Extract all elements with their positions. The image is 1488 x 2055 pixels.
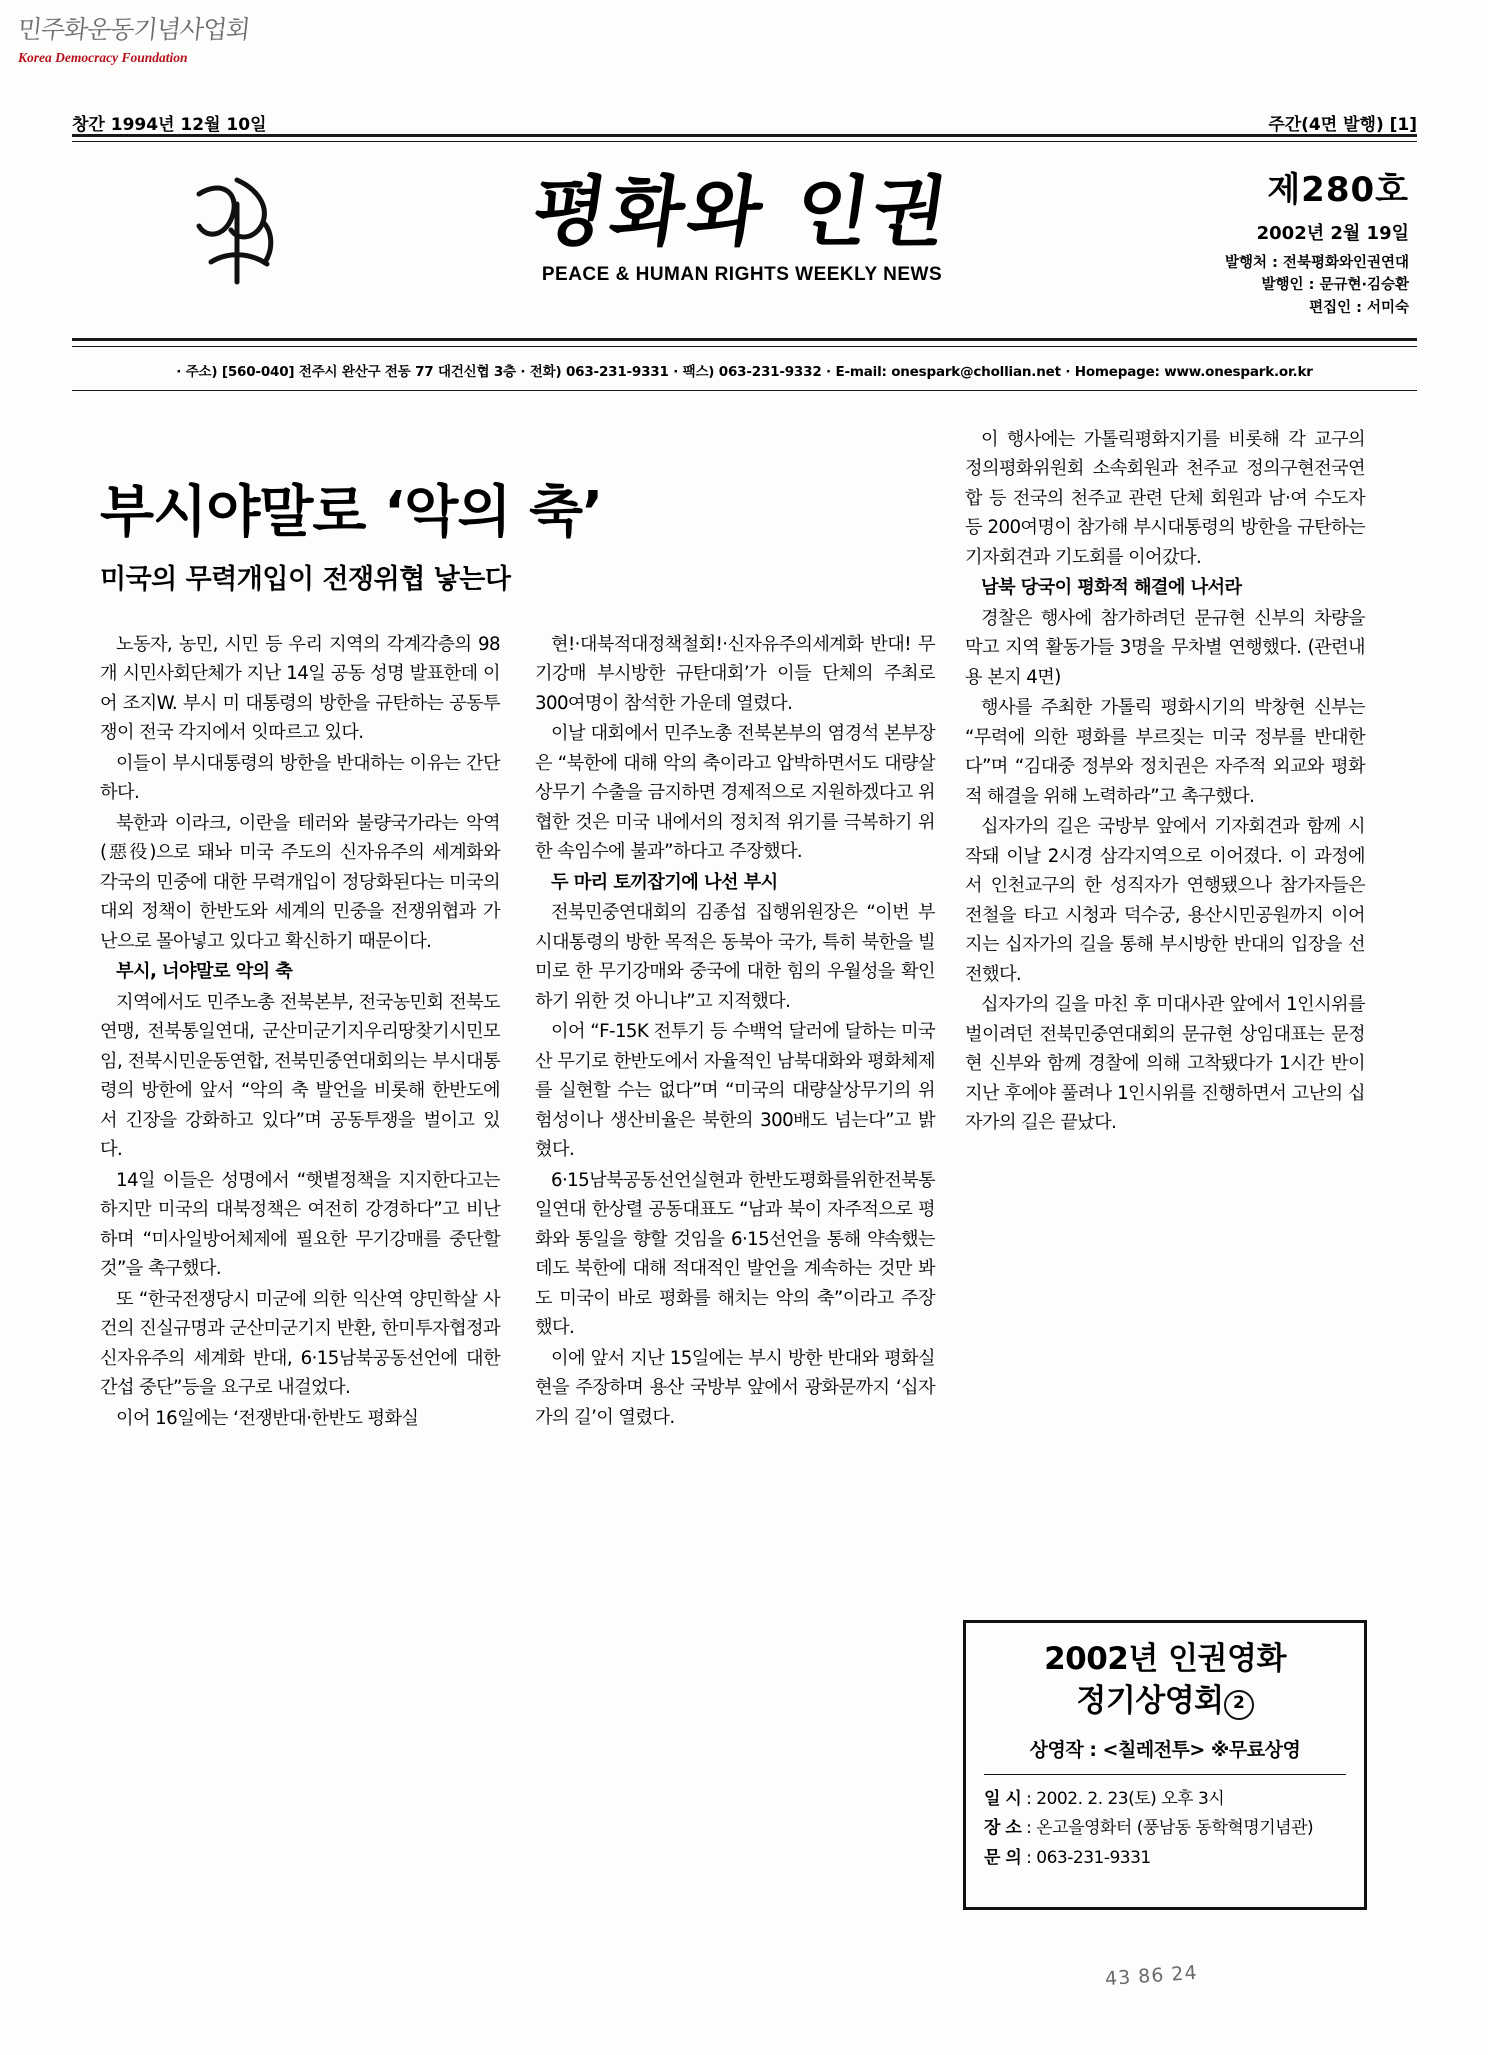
rule-contact-bottom (72, 390, 1417, 391)
notice-row-value: : 온고을영화터 (풍남동 동학혁명기념관) (1021, 1818, 1314, 1839)
article-paragraph: 현!·대북적대정책철회!·신자유주의세계화 반대! 무기강매 부시방한 규탄대회’가 이들 단체의 주최로 300여명이 참석한 가운데 열렸다. (535, 634, 935, 714)
article-paragraph: 경찰은 행사에 참가하려던 문규현 신부의 차량을 막고 지역 활동가들 3명을 무차별 연행했다. (관련내용 본지 4면) (965, 607, 1365, 688)
rule-mid-thin (72, 346, 1417, 347)
publisher-person: 발행인 : 문규현·김승환 (1261, 277, 1409, 294)
notice-subtitle: 상영작 : <칠레전투> ※무료상영 (1029, 1738, 1301, 1761)
section-heading: 남북 당국이 평화적 해결에 나서라 (981, 577, 1242, 599)
article-paragraph: 전북민중연대회의 김종섭 집행위원장은 “이번 부시대통령의 방한 목적은 동북아 국가, 특히 북한을 빌미로 한 무기강매와 중국에 대한 힘의 우월성을 확인하기 위한 것 아니냐”고 지적했다. (535, 902, 935, 1012)
article-paragraph: 북한과 이라크, 이란을 테러와 불량국가라는 악역(惡役)으로 돼놔 미국 주도의 신자유주의 세계화와 각국의 민중에 대한 무력개입이 정당화된다는 미국의 대외 정책이 한반도와 세계의 민중을 전쟁위협과 가난으로 몰아넣고 있다고 확신하기 때문이다. (100, 812, 500, 952)
page-title: 부시야말로 ‘악의 축’ (100, 479, 603, 545)
rule-top-thin (72, 141, 1417, 142)
article-paragraph: 이날 대회에서 민주노총 전북본부의 염경석 본부장은 “북한에 대해 악의 축이라고 압박하면서도 대량살상무기 수출을 금지하면 경제적으로 지원하겠다고 위협한 것은 미국 내에서의 정치적 위기를 극복하기 위한 속임수에 불과”하다고 주장했다. (535, 723, 935, 863)
section-heading: 두 마리 토끼잡기에 나선 부시 (551, 871, 778, 893)
notice-row (984, 1844, 1346, 1874)
article-paragraph: 노동자, 농민, 시민 등 우리 지역의 각계각층의 98개 시민사회단체가 지난 14일 공동 성명 발표한데 이어 조지W. 부시 미 대통령의 방한을 규탄하는 공동투쟁이 전국 각지에서 잇따르고 있다. (100, 634, 500, 744)
masthead-meta (1225, 162, 1409, 319)
masthead (72, 150, 1417, 335)
rule-top-thick (72, 134, 1417, 137)
notice-row (984, 1785, 1346, 1815)
notice-row-value: : 2002. 2. 23(토) 오후 3시 (1021, 1788, 1225, 1809)
notice-title-line1: 2002년 인권영화 (1044, 1641, 1286, 1677)
article-paragraph: 이어 16일에는 ‘전쟁반대·한반도 평화실 (116, 1407, 419, 1429)
article-paragraph: 십자가의 길은 국방부 앞에서 기자회견과 함께 시작돼 이날 2시경 삼각지역으로 이어졌다. 이 과정에서 인천교구의 한 성직자가 연행됐으나 참가자들은 전철을 타고 시청과 덕수궁, 용산시민공원까지 이어지는 십자가의 길을 통해 부시방한 반대의 입장을 선전했다. (965, 816, 1365, 985)
article-column-2 (535, 630, 935, 1433)
notice-title (984, 1639, 1346, 1723)
founded-date: 창간 1994년 12월 10일 (72, 115, 267, 135)
article-paragraph: 이들이 부시대통령의 방한을 반대하는 이유는 간단하다. (100, 752, 500, 804)
article-paragraph: 십자가의 길을 마친 후 미대사관 앞에서 1인시위를 벌이려던 전북민중연대회의 문규현 상임대표는 문정현 신부와 함께 경찰에 의해 고착됐다가 1시간 반이 지난 후에야 풀려나 1인시위를 진행하면서 고난의 십자가의 길은 끝났다. (965, 994, 1365, 1134)
publication-frequency: 주간(4면 발행) [1] (1268, 115, 1417, 135)
notice-row-label: 문 의 (984, 1848, 1022, 1869)
issue-date: 2002년 2월 19일 (1256, 223, 1409, 244)
notice-row-value: : 063-231-9331 (1021, 1848, 1151, 1869)
article-column-3 (965, 425, 1365, 1139)
article-column-1 (100, 630, 500, 1434)
article-subhead: 미국의 무력개입이 전쟁위협 낳는다 (100, 564, 511, 596)
kdf-watermark (18, 10, 318, 66)
article-paragraph: 지역에서도 민주노총 전북본부, 전국농민회 전북도연맹, 전북통일연대, 군산미군기지우리땅찾기시민모임, 전북시민운동연합, 전북민중연대회의는 부시대통령의 방한에 앞서 “악의 축 발언을 비롯해 한반도에서 긴장을 강화하고 있다”며 공동투쟁을 벌이고 있다. (100, 991, 500, 1161)
publisher-org: 발행처 : 전북평화와인권연대 (1225, 255, 1409, 271)
notice-row-label: 장 소 (984, 1818, 1022, 1839)
masthead-title (472, 167, 1012, 286)
issue-number: 제280호 (1267, 170, 1409, 210)
article-paragraph: 또 “한국전쟁당시 미군에 의한 익산역 양민학살 사건의 진실규명과 군산미군기지 반환, 한미투자협정과 신자유주의 세계화 반대, 6·15남북공동선언에 대한 간섭 중단”등을 요구로 내걸었다. (100, 1288, 500, 1399)
article-paragraph: 행사를 주최한 가톨릭 평화시기의 박창현 신부는 “무력에 의한 평화를 부르짖는 미국 정부를 반대한다”며 “김대중 정부와 정치권은 자주적 외교와 평화적 해결을 위해 노력하라”고 촉구했다. (965, 697, 1365, 807)
article-paragraph: 이 행사에는 가톨릭평화지기를 비롯해 각 교구의 정의평화위원회 소속회원과 천주교 정의구현전국연합 등 전국의 천주교 관련 단체 회원과 남·여 수도자 등 200여명이 참가해 부시대통령의 방한을 규탄하는 기자회견과 기도회를 이어갔다. (965, 429, 1365, 568)
handwritten-scribble: 43 86 24 (1104, 1961, 1199, 1991)
masthead-title-english: PEACE & HUMAN RIGHTS WEEKLY NEWS (541, 263, 943, 285)
section-heading: 부시, 너야말로 악의 축 (116, 961, 293, 983)
peace-symbol-icon (177, 170, 297, 290)
issue-info-line (72, 110, 1417, 135)
notice-row (984, 1814, 1346, 1844)
article-paragraph: 이어 “F-15K 전투기 등 수백억 달러에 달하는 미국산 무기로 한반도에서 자율적인 남북대화와 평화체제를 실현할 수는 없다”며 “미국의 대량살상무기의 위험성이나 생산비율은 북한의 300배도 넘는다”고 밝혔다. (535, 1021, 935, 1161)
film-screening-notice (963, 1620, 1367, 1910)
kdf-watermark-hangul: 민주화운동기념사업회 (16, 15, 251, 44)
contact-bar: · 주소) [560-040] 전주시 완산구 전동 77 대건신협 3층 · 전화) 063-231-9331 · 팩스) 063-231-9332 · E-mail: onespark@chollian.net · Homepage: www.onespark.or.kr (176, 364, 1313, 380)
notice-title-line2: 정기상영회 (1076, 1682, 1224, 1719)
editor: 편집인 : 서미숙 (1309, 299, 1409, 316)
article-paragraph: 이에 앞서 지난 15일에는 부시 방한 반대와 평화실현을 주장하며 용산 국방부 앞에서 광화문까지 ‘십자가의 길’이 열렸다. (535, 1347, 935, 1428)
notice-row-label: 일 시 (984, 1788, 1022, 1809)
article-paragraph: 6·15남북공동선언실현과 한반도평화를위한전북통일연대 한상렬 공동대표도 “남과 북이 자주적으로 평화와 통일을 향할 것임을 6·15선언을 통해 약속했는데도 북한에 대해 적대적인 발언을 계속하는 것만 봐도 미국이 바로 평화를 해치는 악의 축”이라고 주장했다. (535, 1169, 935, 1339)
masthead-title-korean: 평화와 인권 (527, 167, 958, 256)
notice-divider (984, 1774, 1346, 1775)
rule-mid-thick (72, 338, 1417, 341)
notice-title-badge: 2 (1224, 1690, 1254, 1720)
notice-detail-rows (984, 1785, 1346, 1874)
kdf-watermark-english: Korea Democracy Foundation (18, 50, 188, 65)
article-paragraph: 14일 이들은 성명에서 “햇볕정책을 지지한다고는 하지만 미국의 대북정책은 여전히 강경하다”고 비난하며 “미사일방어체제에 필요한 무기강매를 중단할 것”을 촉구했다. (100, 1169, 500, 1280)
